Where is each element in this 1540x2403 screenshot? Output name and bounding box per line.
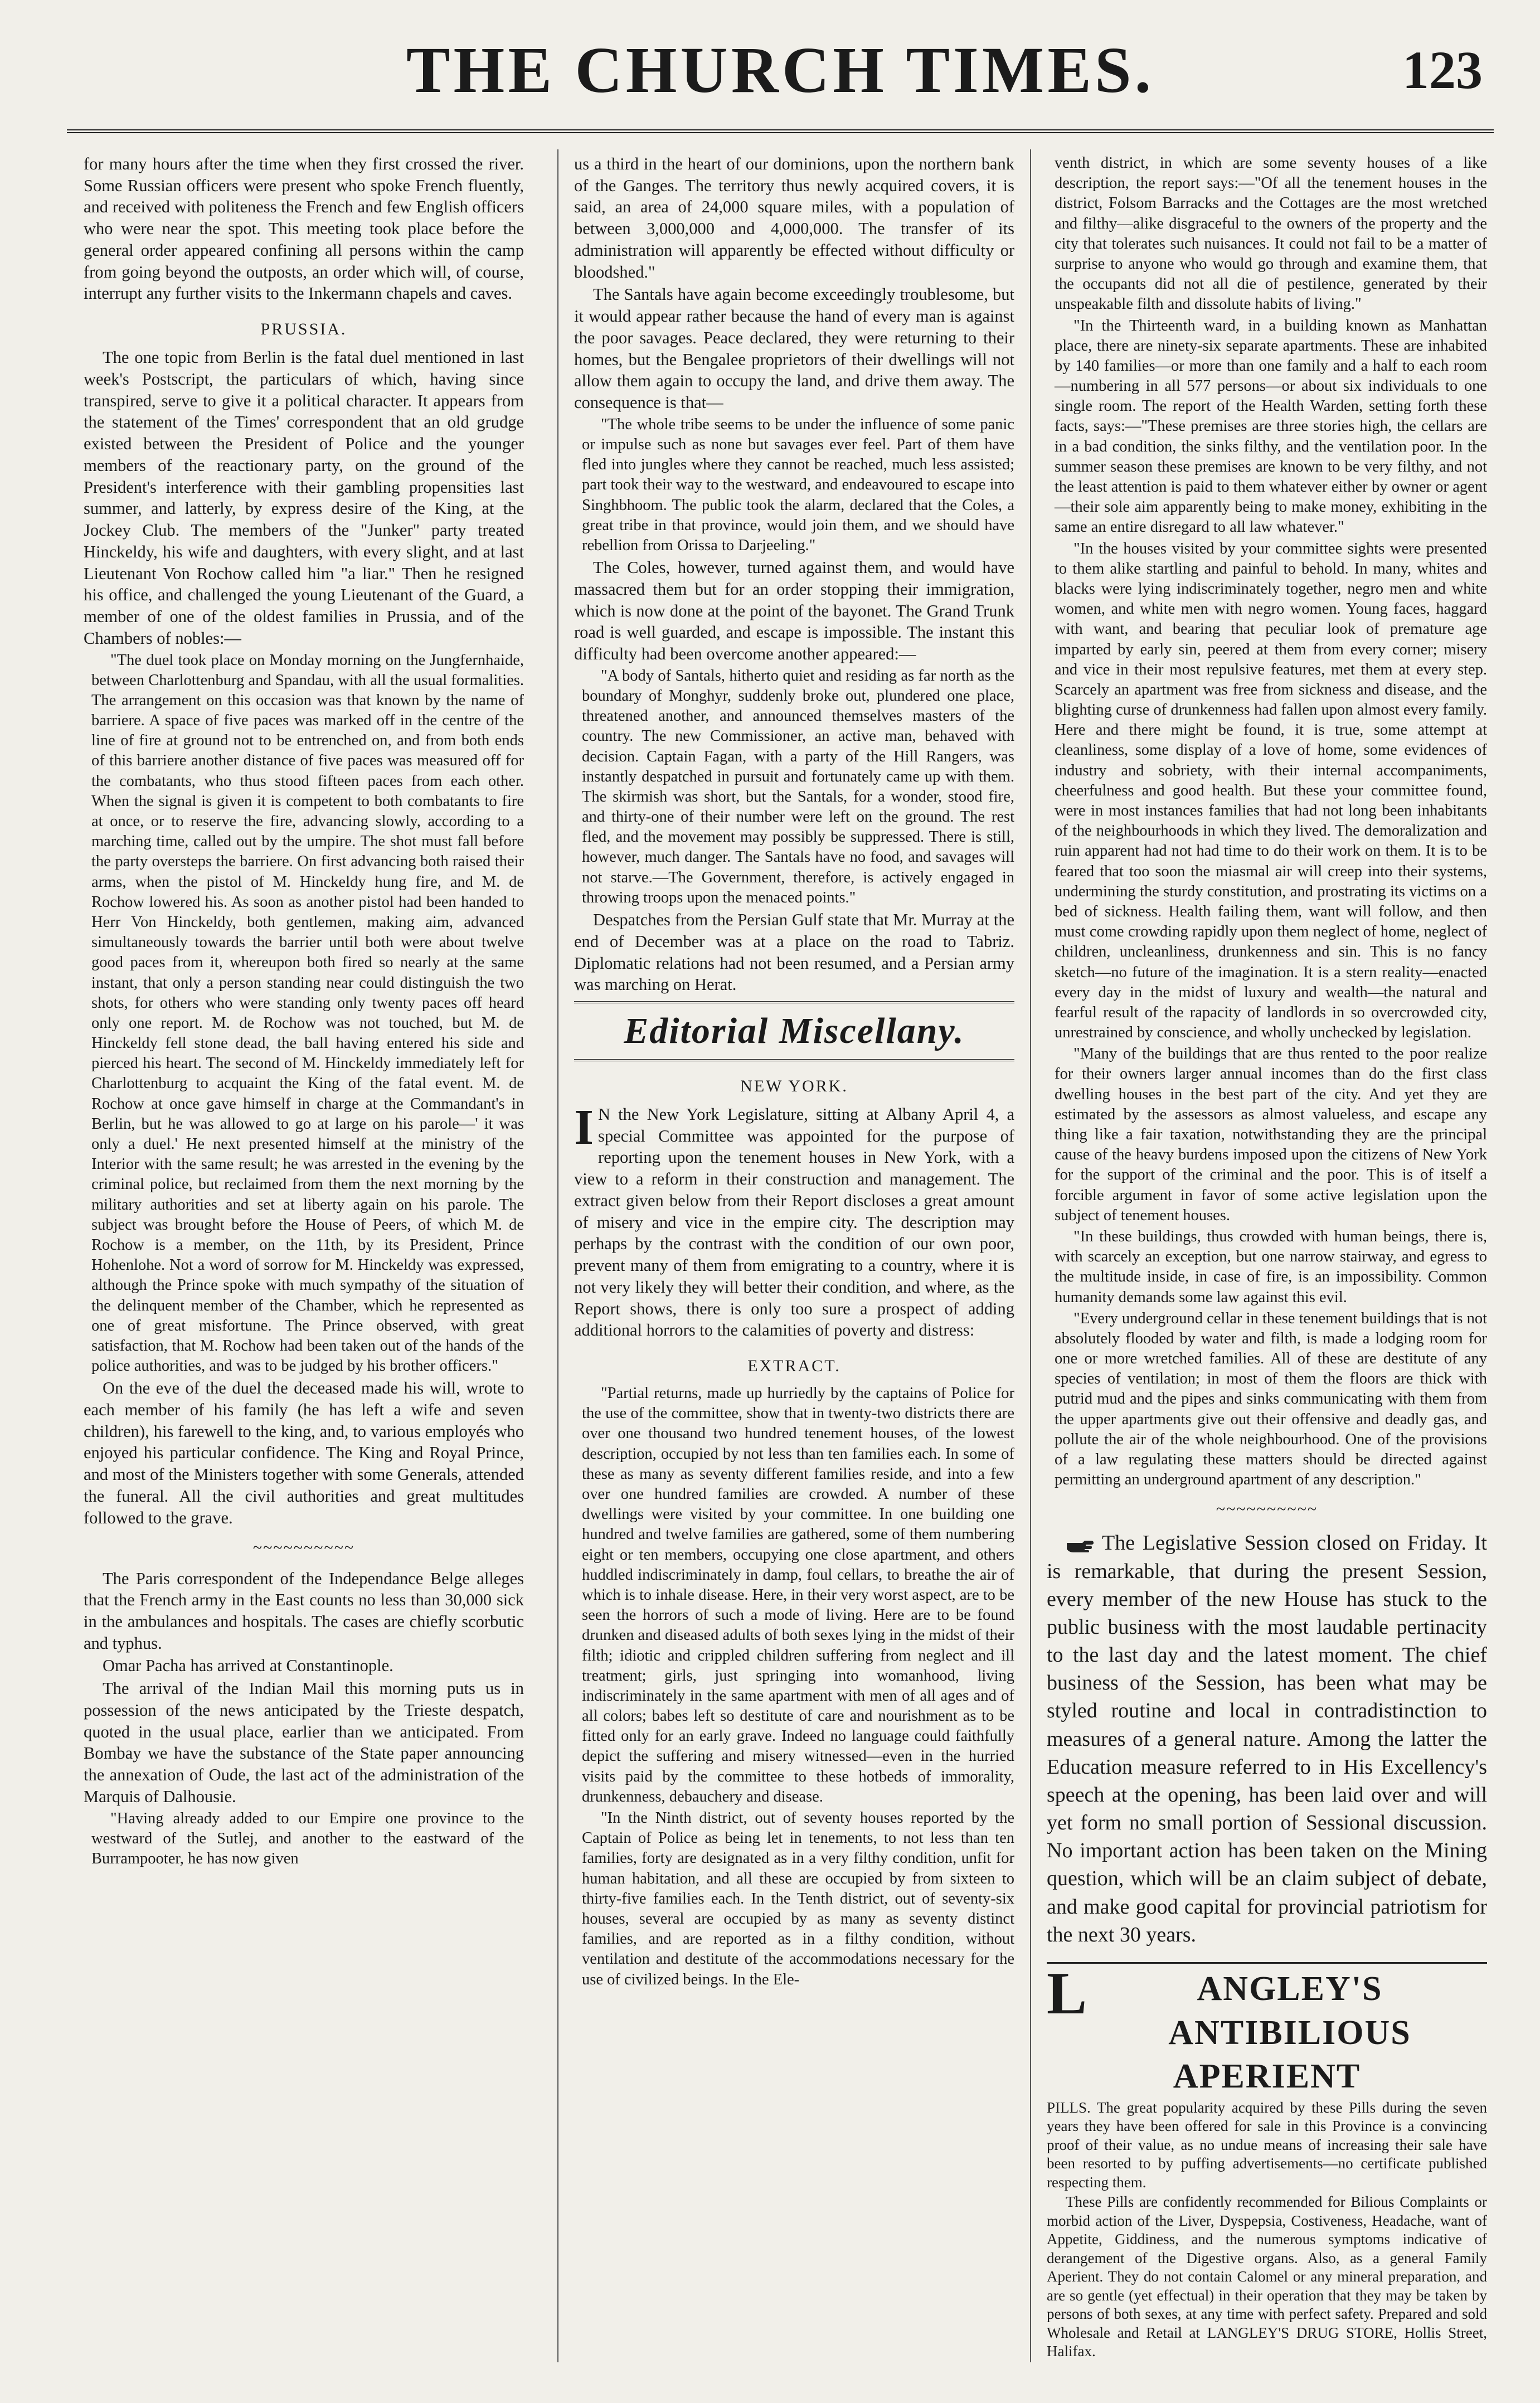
quoted-paragraph: "A body of Santals, hitherto quiet and residing as far north as the boundary of Monghyr, suddenly broke out, plundered one place, threatened another, and announced themselves masters of the country. The new Commissioner, an active man, behaved with decision. Captain Fagan, with a party of the Hill Rangers, was instantly despatched in pursuit and fortunately came up with them. The skirmish was short, but the Santals, for a wonder, stood fire, and thirty-one of their number were left on the ground. The rest fled, and the movement may possibly be suppressed. There is still, however, much danger. The Santals have no food, and savages will not starve.—The Government, therefore, is actively engaged in throwing troops upon the menaced points." xyxy=(582,667,1014,906)
quoted-paragraph: "The duel took place on Monday morning on the Jungfernhaide, between Charlottenburg and Spandau, with all the usual formalities. The arrangement on this occasion was that known by the name of barriere. A space of five paces was marked off in the centre of the line of fire at ground not to be entrenched on, and from both ends of this barriere another distance of five paces was measured off for the combatants, who thus stood fifteen paces from each other. When the signal is given it is competent to both combatants to fire at once, or to reserve the fire, advancing slowly, according to a marching time, called out by the umpire. The shot must fall before the party oversteps the barriere. On first advancing both raised their arms, when the pistol of M. Hinckeldy hung fire, and M. de Rochow lowered his. As soon as another pistol had been handed to Herr Von Hinckeldy, both gentlemen, making aim, advanced simultaneously towards the barrier until both were about twelve good paces from it, whereupon both fired so nearly at the same instant, that only a person standing near could distinguish the two shots, for others who were standing only twenty paces off heard only one report. M. de Rochow was not touched, but M. de Hinckeldy fell stone dead, the ball having entered his side and pierced his heart. The second of M. Hinckeldy immediately left for Charlottenburg to acquaint the King of the fatal event. M. de Rochow at once gave himself in charge at the Commandant's in Berlin, but he was allowed to go at large on his parole—' it was only a duel.' He next presented himself at the ministry of the Interior with the same result; he was arrested in the evening by the criminal police, but reclaimed from them the next morning by the military authorities and set at liberty again on his parole. The subject was brought before the House of Peers, of which M. de Rochow is a member, on the 11th, by its President, Prince Hohenlohe. Not a word of sorrow for M. Hinckeldy was expressed, although the Prince spoke with much sympathy of the situation of the delinquent member of the Chamber, which he represented as one of great misfortune. The Prince observed, with great satisfaction, that M. Rochow had been taken out of the hands of the police authorities, and was to be judged by his brother officers." xyxy=(91,651,524,1375)
quoted-paragraph: "In the Thirteenth ward, in a building known as Manhattan place, there are ninety-six separate apartments. These are inhabited by 140 families—or more than one family and a half to each room—numbering in all 577 persons—or about six individuals to one single room. The report of the Health Warden, setting forth these facts, says:—"These premises are three stories high, the cellars are in a bad condition, the sinks filthy, and the ventilation poor. In the summer season these premises are known to be very filthy, and not the least attention is paid to them whatever either by owner or agent—their sole aim apparently being to make money, exhibiting in the same an entire disregard to all law whatever." xyxy=(1055,317,1487,536)
section-heading-prussia: PRUSSIA. xyxy=(260,320,347,339)
paragraph: The Coles, however, turned against them, and would have massacred them but for an order stopping their immigration, which is now done at the point of the bayonet. The Grand Trunk road is well guarded, and escape is impossible. The instant this difficulty had been overcome another appeared:— xyxy=(574,558,1014,664)
paragraph: The Santals have again become exceedingly troublesome, but it would appear rather because the hand of every man is against the poor savages. Peace declared, they were returning to their homes, but the Bengalee proprietors of their dwellings will not allow them again to occupy the land, and drive them away. The consequence is that— xyxy=(574,285,1014,412)
advertisement-paragraph: These Pills are confidently recommended for Bilious Complaints or morbid action of the Liver, Dyspepsia, Costiveness, Headache, want of Appetite, Giddiness, and the numerous symptoms indicative of derangement of the Digestive organs. Also, as a general Family Aperient. They do not contain Calomel or any mineral preparation, and are so gentle (yet effectual) in their operation that they may be taken by persons of both sexes, at any time with perfect safety. Prepared and sold Wholesale and Retail at LANGLEY'S DRUG STORE, Hollis Street, Halifax. xyxy=(1047,2193,1487,2360)
paragraph: Omar Pacha has arrived at Constantinople. xyxy=(103,1656,393,1676)
column-divider xyxy=(1030,149,1031,2362)
separator: ~~~~~~~~~~ xyxy=(252,1538,355,1557)
section-heading-extract: EXTRACT. xyxy=(747,1356,841,1375)
advertisement-paragraph: PILLS. The great popularity acquired by these Pills during the seven years they have been offered for sale in this Province is a convincing proof of their value, as no undue means of increasing their sale have been resorted to by puffing advertisements—no certificate published respecting them. xyxy=(1047,2099,1487,2191)
quoted-paragraph: "In these buildings, thus crowded with human beings, there is, with scarcely an exception, but one narrow stairway, and egress to the multitude inside, in case of fire, is an impossibility. Common humanity demands some law against this evil. xyxy=(1055,1227,1487,1306)
paragraph-text: The Legislative Session closed on Friday. It is remarkable, that during the present Session, every member of the new House has stuck to the public business with the most laudable pertinacity to the last day and the latest moment. The chief business of the Session, has been what may be styled routine and local in contradistinction to measures of a general nature. Among the latter the Education measure referred to in His Excellency's speech at the opening, has been laid over and will yet form no small portion of Sessional discussion. No important action has been taken on the Mining question, which will be an claim subject of debate, and make good capital for provincial patriotism for the next 30 years. xyxy=(1047,1531,1487,1946)
paragraph: The arrival of the Indian Mail this morning puts us in possession of the news anticipated by the Trieste despatch, quoted in the usual place, earlier than we anticipated. From Bombay we have the substance of the State paper announcing the annexation of Oude, the last act of the administration of the Marquis of Dalhousie. xyxy=(84,1679,524,1806)
column-3 xyxy=(1047,153,1487,2377)
quoted-paragraph: "Partial returns, made up hurriedly by the captains of Police for the use of the committee, show that in twenty-two districts there are over one thousand two hundred tenement houses, of the lowest description, occupied by not less than ten families each. In some of these as many as seventy different families reside, and into a few over one hundred families are crowded. A number of these dwellings were visited by your committee. In one building one hundred and twelve families are gathered, some of them numbering eight or ten members, occupying one close apartment, and others huddled indiscriminately in damp, foul cellars, to breathe the air of which is to inhale disease. Here, in their very worst aspect, are to be seen the horrors of such a mode of living. Here are to be found drunken and diseased adults of both sexes lying in the midst of their filth; idiotic and crippled children suffering from neglect and ill treatment; girls, just springing into womanhood, living indiscriminately in the same apartment with men of all ages and of all colors; babes left so destitute of care and nourishment as to be fitted only for an early grave. Indeed no language could faithfully depict the suffering and misery witnessed—even in the hurried visits paid by the committee to these hotbeds of immorality, drunkenness, debauchery and disease. xyxy=(582,1385,1014,1805)
column-1 xyxy=(84,153,524,2377)
page-number: 123 xyxy=(1402,40,1483,100)
paragraph: Despatches from the Persian Gulf state that Mr. Murray at the end of December was at a place on the road to Tabriz. Diplomatic relations had not been resumed, and a Persian army was marching on Herat. xyxy=(574,910,1014,994)
paragraph xyxy=(574,1099,1014,1341)
masthead xyxy=(67,22,1494,111)
paragraph: for many hours after the time when they first crossed the river. Some Russian officers were present who spoke French fluently, and received with politeness the French and few English officers who were near the spot. This meeting took place before the general order appeared confining all persons within the camp from going beyond the outposts, an order which will, of course, interrupt any further visits to the Inkermann chapels and caves. xyxy=(84,154,524,303)
section-heading-new-york: NEW YORK. xyxy=(740,1076,848,1095)
quoted-paragraph: "Having already added to our Empire one province to the westward of the Sutlej, and another to the eastward of the Burrampooter, he has now given xyxy=(91,1809,524,1867)
quoted-paragraph: "In the Ninth district, out of seventy houses reported by the Captain of Police as being let in tenements, to not less than ten families, forty are designated as in a very filthy condition, unfit for human habitation, and all these are occupied by from sixteen to thirty-five families each. In the Tenth district, out of seventy-six houses, several are occupied by as many as seventy distinct families, and are reported as in a filthy condition, without ventilation and destitute of the accommodations necessary for the use of civilized beings. In the Ele- xyxy=(582,1809,1014,1988)
masthead-rule xyxy=(67,129,1494,133)
paragraph xyxy=(1047,1529,1487,1948)
separator: ~~~~~~~~~~ xyxy=(1216,1500,1318,1519)
column-2 xyxy=(574,153,1014,2377)
paragraph: us a third in the heart of our dominions, upon the northern bank of the Ganges. The territory thus newly acquired covers, it is said, an area of 24,000 square miles, with a population of between 3,000,000 and 4,000,000. The transfer of its administration will apparently be effected without difficulty or bloodshed." xyxy=(574,154,1014,281)
quoted-paragraph: "The whole tribe seems to be under the influence of some panic or impulse such as none but savages ever feel. Part of them have fled into jungles where they cannot be reached, much less assisted; part took their way to the westward, and endeavoured to escape into Singhbhoom. The public took the alarm, declared that the Coles, a great tribe in that province, would join them, and we should have rebellion from Orissa to Darjeeling." xyxy=(582,415,1014,554)
section-banner-editorial-miscellany: Editorial Miscellany. xyxy=(574,1001,1014,1061)
paragraph: The Paris correspondent of the Independance Belge alleges that the French army in the East counts no less than 30,000 sick in the ambulances and hospitals. The cases are chiefly scorbutic and typhus. xyxy=(84,1569,524,1653)
advertisement-heading xyxy=(1047,1962,1487,2099)
pointing-hand-icon xyxy=(1066,1537,1095,1553)
paragraph-text: N the New York Legislature, sitting at Albany April 4, a special Committee was appointed for the purpose of reporting upon the tenement houses in New York, with a view to a reform in their construction and management. The extract given below from their Report discloses a great amount of misery and vice in the empire city. The description may perhaps by the contrast with the condition of our own poor, prevent many of them from emigrating to a country, where it is not very likely they will better their condition, and where, as the Report shows, there is only too sure a prospect of adding additional horrors to the calamities of poverty and distress: xyxy=(574,1104,1014,1340)
advertisement-title: ANGLEY'S ANTIBILIOUS APERIENT xyxy=(1168,1969,1411,2096)
quoted-paragraph: venth district, in which are some seventy houses of a like description, the report says:—"Of all the tenement houses in the district, Folsom Barracks and the Cottages are the most wretched and filthy—alike disgraceful to the owners of the property and the city that tolerates such nuisances. It could not fail to be a matter of surprise to anyone who would go through and examine them, that the occupants did not all die of pestilence, generated by their unspeakable filth and dissolute habits of living." xyxy=(1055,154,1487,313)
paragraph: On the eve of the duel the deceased made his will, wrote to each member of his family (he has left a wife and seven children), his farewell to the king, and, to various employés who enjoyed his particular confidence. The King and Royal Prince, and most of the Ministers together with some Generals, attended the funeral. All the civil authorities and great multitudes followed to the grave. xyxy=(84,1378,524,1527)
drop-cap: L xyxy=(1047,1960,1089,2027)
newspaper-title: THE CHURCH TIMES. xyxy=(406,33,1155,106)
quoted-paragraph: "Every underground cellar in these tenement buildings that is not absolutely flooded by water and filth, is made a lodging room for one or more wretched families. All of these are destitute of any species of ventilation; in most of them the floors are thick with putrid mud and the pipes and sinks communicating with them from the upper apartments give out their offensive and deadly gas, and pollute the air of the whole neighbourhood. One of the provisions of a law regulating these matters should be directed against permitting an underground apartment of any description." xyxy=(1055,1309,1487,1489)
column-divider xyxy=(557,149,558,2362)
quoted-paragraph: "Many of the buildings that are thus rented to the poor realize for their owners larger annual incomes than do the first class dwelling houses in the best part of the city. And yet they are estimated by the assessors as almost valueless, and escape any thing like a fair taxation, notwithstanding they are the principal cause of the heavy burdens imposed upon the citizens of New York for the support of the criminal and the poor. This is of itself a forcible argument in favor of some active legislation upon the subject of tenement houses. xyxy=(1055,1045,1487,1224)
paragraph: The one topic from Berlin is the fatal duel mentioned in last week's Postscript, the particulars of which, having since transpired, serve to give it a political character. It appears from the statement of the Times' correspondent that an old grudge existed between the President of Police and the younger members of the reactionary party, on the ground of the President's interference with their gambling propensities last summer, and latterly, by express desire of the King, at the Jockey Club. The members of the "Junker" party treated Hinckeldy, his wife and daughters, with every slight, and at last Lieutenant Von Rochow called him "a liar." Then he resigned his office, and challenged the young Lieutenant of the Guard, a member of one of the oldest families in Prussia, and of the Chambers of nobles:— xyxy=(84,348,524,648)
quoted-paragraph: "In the houses visited by your committee sights were presented to them alike startling and painful to behold. In many, whites and blacks were lying indiscriminately together, negro men and white women, and white men with negro women. Young faces, haggard with want, and bearing that peculiar look of premature age imparted by early sin, peered at them from every corner; misery and vice in their most repulsive features, met them at every step. Scarcely an apartment was free from sickness and disease, and the blighting curse of drunkenness had fallen upon almost every family. Here and there might be found, it is true, some attempt at cleanliness, some display of a love of home, some evidences of industry and sobriety, with their internal accompaniments, cheerfulness and good health. But these your committee found, were in most instances families that had not long been inhabitants of the neighbourhoods in which they lived. The demoralization and ruin apparent had not had time to do their work on them. It is to be feared that too soon the miasmal air will creep into their systems, undermining the sturdy constitution, and prostrating its victims on a bed of sickness. Health failing them, want will follow, and then must come crowding rapidly upon them neglect of home, neglect of children, uncleanliness, drunkenness and sin. This is no fancy sketch—no future of the imagination. It is a stern reality—enacted every day in the midst of luxury and wealth—the natural and fearful result of the rapacity of landlords in so overcrowded city, unrestrained by conscience, and wholly unchecked by legislation. xyxy=(1055,540,1487,1042)
drop-cap: I xyxy=(574,1099,594,1155)
